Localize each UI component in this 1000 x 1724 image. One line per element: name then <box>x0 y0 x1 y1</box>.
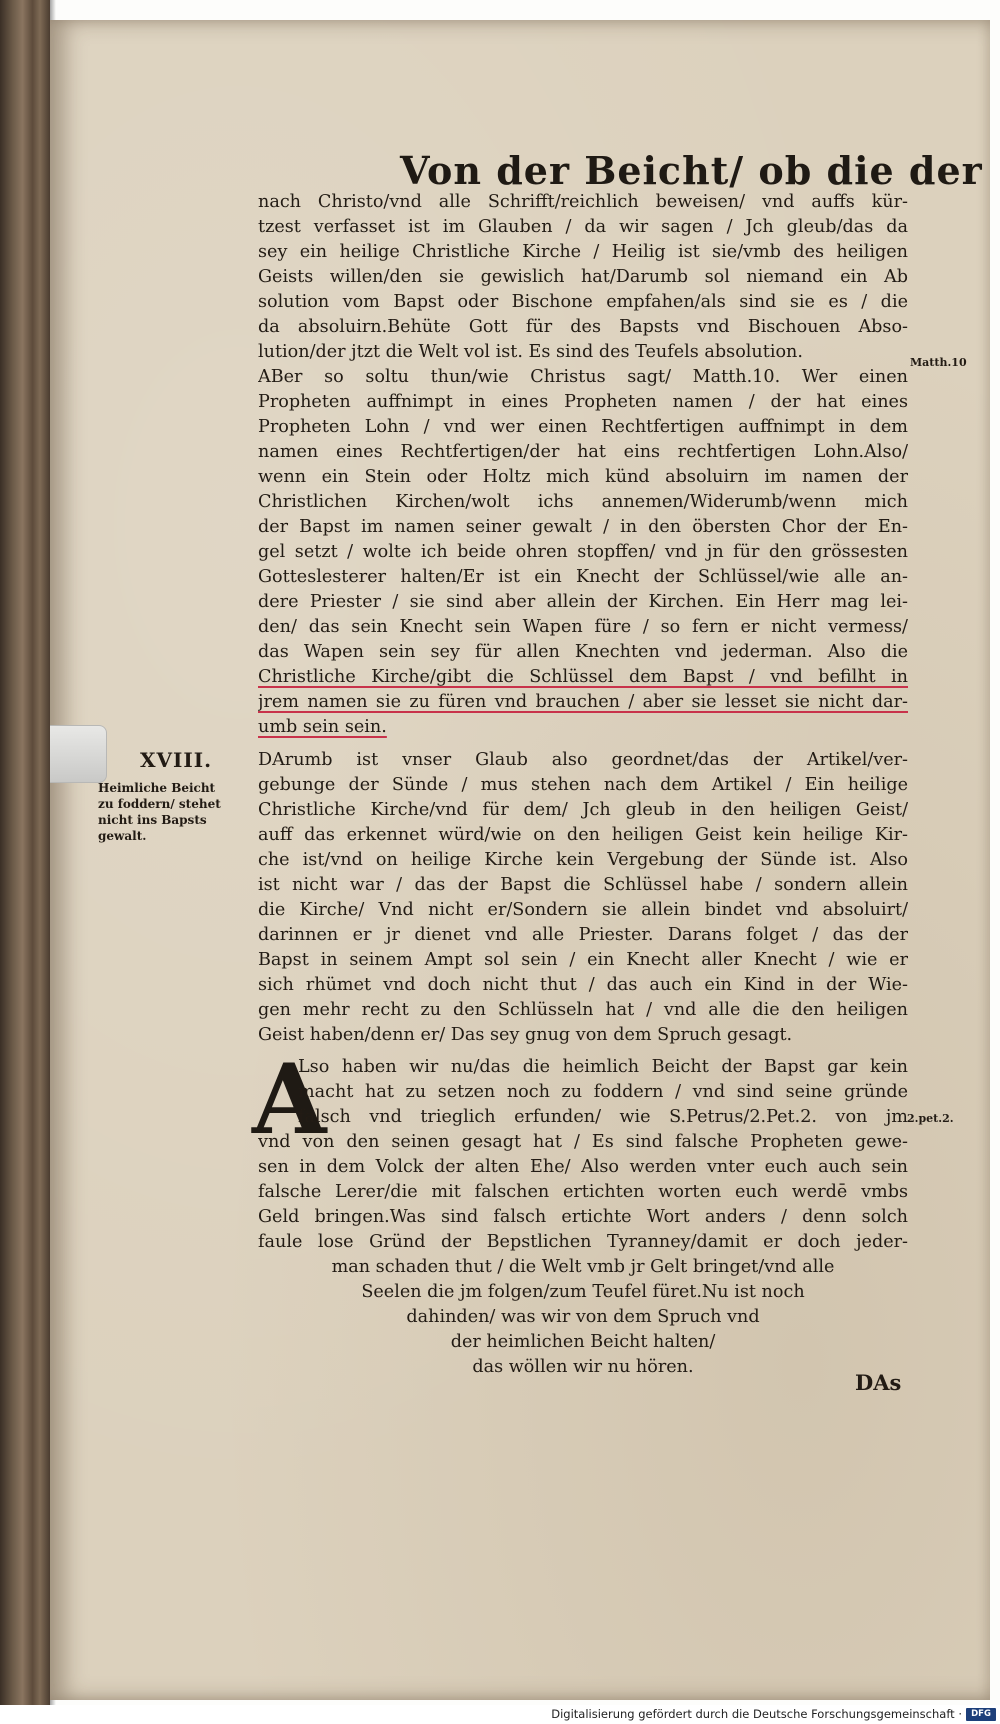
text-line: der heimlichen Beicht halten/ <box>450 1332 716 1352</box>
text-line: ABer so soltu thun/wie Christus sagt/ Matth.10. Wer einen <box>258 367 908 387</box>
text-line: Geist haben/denn er/ Das sey gnug von dem Spruch gesagt. <box>258 1025 793 1045</box>
gloss-line: zu foddern/ stehet <box>98 797 221 811</box>
text-line: da absoluirn.Behüte Gott für des Bapsts vnd Bischouen Abso- <box>258 317 908 337</box>
gloss-line: Heimliche Beicht <box>98 781 216 795</box>
underlined-line: umb sein sein. <box>258 717 387 737</box>
text-line: gel setzt / wolte ich beide ohren stopffen/ vnd jn für den grössesten <box>258 542 908 562</box>
text-line: Christliche Kirche/vnd für dem/ Jch gleub in den heiligen Geist/ <box>258 800 908 820</box>
text-line: auff das erkennet würd/wie on den heiligen Geist kein heilige Kir- <box>258 825 908 845</box>
text-line: tzest verfasset ist im Glauben / da wir sagen / Jch gleub/das da <box>258 217 908 237</box>
underlined-line: jrem namen sie zu füren vnd brauchen / aber sie lesset sie nicht dar- <box>258 692 908 712</box>
gloss-line: gewalt. <box>98 829 147 843</box>
underlined-line: Christliche Kirche/gibt die Schlüssel dem Bapst / vnd befilht in <box>258 667 908 687</box>
margin-ref-matthew: Matth.10 <box>910 356 967 369</box>
text-line: solution vom Bapst oder Bischone empfahen/als sind sie es / die <box>258 292 908 312</box>
gloss-line: nicht ins Bapsts <box>98 813 207 827</box>
text-line: darinnen er jr dienet vnd alle Priester. Darans folget / das der <box>258 925 908 945</box>
text-line: den/ das sein Knecht sein Wapen füre / so fern er nicht vermess/ <box>258 617 908 637</box>
dfg-logo-icon: DFG <box>966 1708 996 1721</box>
text-line: faule lose Gründ der Bepstlichen Tyranney/damit er doch jeder- <box>258 1232 908 1252</box>
text-line: gen mehr recht zu den Schlüsseln hat / vnd alle die den heiligen <box>258 1000 908 1020</box>
text-line: falsche Lerer/die mit falschen ertichten worten euch werdē vmbs <box>258 1182 908 1202</box>
section-number: XVIII. <box>140 748 213 772</box>
margin-ref-peter: 2.pet.2. <box>907 1112 954 1125</box>
tapered-ending <box>258 1255 908 1380</box>
drop-cap-initial: A <box>252 1043 327 1156</box>
text-line: che ist/vnd on heilige Kirche kein Vergebung der Sünde ist. Also <box>258 850 908 870</box>
text-line: Gotteslesterer halten/Er ist ein Knecht der Schlüssel/wie alle an- <box>258 567 908 587</box>
text-line: sich rhümet vnd doch nicht thut / das auch ein Kind in der Wie- <box>258 975 908 995</box>
text-block-b <box>258 748 908 1048</box>
text-line: dahinden/ was wir von dem Spruch vnd <box>406 1307 760 1327</box>
catchword: DAs <box>855 1370 902 1395</box>
text-line: das Wapen sein sey für allen Knechten vnd jederman. Also die <box>258 642 908 662</box>
text-line: wenn ein Stein oder Holtz mich künd absoluirn im namen der <box>258 467 908 487</box>
text-line: der Bapst im namen seiner gewalt / in den öbersten Chor der En- <box>258 517 908 537</box>
text-block-a <box>258 190 908 740</box>
text-line: sen in dem Volck der alten Ehe/ Also werden vnter euch auch sein <box>258 1157 908 1177</box>
text-line: Propheten auffnimpt in eines Propheten namen / der hat eines <box>258 392 908 412</box>
text-line: Geists willen/den sie gewislich hat/Darumb sol niemand ein Ab <box>258 267 908 287</box>
text-block-c <box>258 1055 908 1380</box>
text-line: lution/der jtzt die Welt vol ist. Es sind des Teufels absolution. <box>258 342 803 362</box>
text-line: Geld bringen.Was sind falsch ertichte Wort anders / denn solch <box>258 1207 908 1227</box>
text-line: DArumb ist vnser Glaub also geordnet/das der Artikel/ver- <box>258 750 908 770</box>
text-line: falsch vnd trieglich erfunden/ wie S.Petrus/2.Pet.2. von jm <box>298 1107 908 1127</box>
text-line: Bapst in seinem Ampt sol sein / ein Knecht aller Knecht / wie er <box>258 950 908 970</box>
text-line: namen eines Rechtfertigen/der hat eins rechtfertigen Lohn.Also/ <box>258 442 908 462</box>
text-line: Christlichen Kirchen/wolt ichs annemen/Widerumb/wenn mich <box>258 492 908 512</box>
text-line: gebunge der Sünde / mus stehen nach dem Artikel / Ein heilige <box>258 775 908 795</box>
text-line: Seelen die jm folgen/zum Teufel füret.Nu ist noch <box>361 1282 805 1302</box>
text-line: das wöllen wir nu hören. <box>472 1357 694 1377</box>
book-spine-edge <box>0 0 50 1705</box>
text-line: ist nicht war / das der Bapst die Schlüssel habe / sondern allein <box>258 875 908 895</box>
text-line: die Kirche/ Vnd nicht er/Sondern sie allein bindet vnd absoluirt/ <box>258 900 908 920</box>
running-head: Von der Beicht/ ob die der <box>400 148 983 193</box>
text-line: Lso haben wir nu/das die heimlich Beicht der Bapst gar kein <box>298 1057 908 1077</box>
page-clip <box>50 725 107 783</box>
text-line: sey ein heilige Christliche Kirche / Heilig ist sie/vmb des heiligen <box>258 242 908 262</box>
text-line: vnd von den seinen gesagt hat / Es sind falsche Propheten gewe- <box>258 1132 908 1152</box>
text-line: man schaden thut / die Welt vmb jr Gelt bringet/vnd alle <box>331 1257 835 1277</box>
text-line: dere Priester / sie sind aber allein der Kirchen. Ein Herr mag lei- <box>258 592 908 612</box>
text-line: Propheten Lohn / vnd wer einen Rechtfertigen auffnimpt in dem <box>258 417 908 437</box>
text-line: macht hat zu setzen noch zu foddern / vnd sind seine gründe <box>298 1082 908 1102</box>
funding-notice: Digitalisierung gefördert durch die Deutsche Forschungsgemeinschaft · <box>551 1707 962 1721</box>
text-line: nach Christo/vnd alle Schrifft/reichlich beweisen/ vnd auffs kür- <box>258 192 908 212</box>
marginal-gloss <box>98 780 221 844</box>
digitization-footer <box>0 1705 1000 1724</box>
